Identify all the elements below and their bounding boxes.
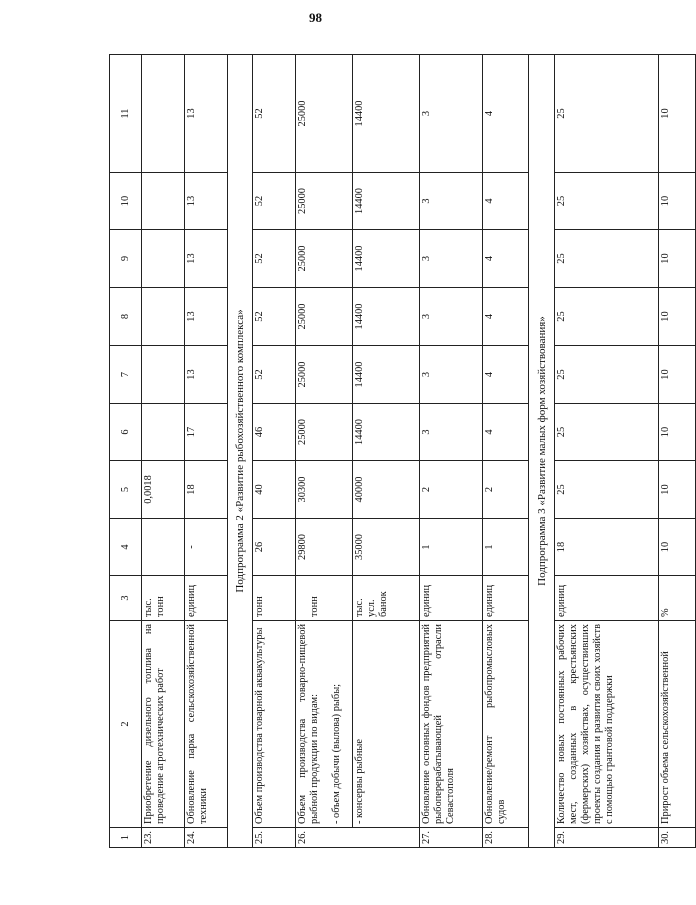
header-cell: 6 bbox=[110, 404, 142, 461]
value-cell: 4 bbox=[483, 55, 529, 173]
value-cell: 13 bbox=[185, 230, 228, 288]
subprogram-row bbox=[227, 55, 252, 848]
row-number: 28. bbox=[483, 828, 529, 848]
value-cell: 25 bbox=[554, 55, 658, 173]
value-cell: 10 bbox=[658, 346, 695, 404]
subprogram-row bbox=[529, 55, 554, 848]
value-cell: 14400 bbox=[352, 404, 419, 461]
indicators-table bbox=[109, 54, 696, 848]
value-cell: 3 bbox=[419, 404, 483, 461]
value-cell: 25 bbox=[554, 346, 658, 404]
header-cell: 1 bbox=[110, 828, 142, 848]
value-cell: 25 bbox=[554, 230, 658, 288]
value-cell: 52 bbox=[253, 173, 296, 230]
value-cell: 1 bbox=[483, 519, 529, 576]
value-cell: 10 bbox=[658, 230, 695, 288]
table-row bbox=[352, 55, 419, 848]
value-cell bbox=[142, 346, 185, 404]
value-cell: 10 bbox=[658, 173, 695, 230]
value-cell bbox=[142, 173, 185, 230]
table-row bbox=[554, 55, 658, 848]
indicator-name: Обновление основных фондов предприятий рыбоперерабатывающей отрасли Севастополя bbox=[419, 621, 483, 828]
value-cell: 14400 bbox=[352, 288, 419, 346]
header-cell: 5 bbox=[110, 461, 142, 519]
table-row bbox=[483, 55, 529, 848]
page-number: 98 bbox=[309, 10, 322, 25]
value-cell: 40000 bbox=[352, 461, 419, 519]
value-cell bbox=[142, 230, 185, 288]
table-row bbox=[185, 55, 228, 848]
value-cell: 52 bbox=[253, 346, 296, 404]
unit-text: тонн bbox=[309, 596, 321, 617]
header-cell: 4 bbox=[110, 519, 142, 576]
value-cell: 4 bbox=[483, 230, 529, 288]
value-cell: 10 bbox=[658, 288, 695, 346]
value-cell: 3 bbox=[419, 230, 483, 288]
value-cell: 25000 bbox=[296, 404, 353, 461]
subprogram-title: Подпрограмма 2 «Развитие рыбохозяйственного комплекса» bbox=[227, 55, 252, 848]
value-cell bbox=[142, 55, 185, 173]
value-cell: 1 bbox=[419, 519, 483, 576]
row-number: 30. bbox=[658, 828, 695, 848]
value-cell: 25000 bbox=[296, 230, 353, 288]
value-cell: 46 bbox=[253, 404, 296, 461]
unit-cell: тыс. тонн bbox=[142, 576, 185, 621]
row-number: 26. bbox=[296, 828, 420, 848]
indicator-name bbox=[296, 621, 353, 828]
indicator-name: Обновление/ремонт рыбопромысловых судов bbox=[483, 621, 529, 828]
value-cell: - bbox=[185, 519, 228, 576]
value-cell: 52 bbox=[253, 55, 296, 173]
value-cell: 3 bbox=[419, 346, 483, 404]
indicator-name: Обновление парка сельскохозяйственной техники bbox=[185, 621, 228, 828]
rotated-table-wrapper bbox=[109, 55, 696, 848]
header-cell: 9 bbox=[110, 230, 142, 288]
value-cell: 25000 bbox=[296, 288, 353, 346]
unit-cell: единиц bbox=[554, 576, 658, 621]
value-cell: 10 bbox=[658, 519, 695, 576]
value-cell: 25 bbox=[554, 173, 658, 230]
table-row bbox=[253, 55, 296, 848]
subprogram-title: Подпрограмма 3 «Развитие малых форм хозяйствования» bbox=[529, 55, 554, 848]
row-number: 23. bbox=[142, 828, 185, 848]
value-cell: 52 bbox=[253, 230, 296, 288]
value-cell: 14400 bbox=[352, 230, 419, 288]
row-number: 24. bbox=[185, 828, 228, 848]
value-cell: 25 bbox=[554, 461, 658, 519]
value-cell: 14400 bbox=[352, 55, 419, 173]
value-cell: 30300 bbox=[296, 461, 353, 519]
value-cell: 14400 bbox=[352, 173, 419, 230]
value-cell: 4 bbox=[483, 346, 529, 404]
indicator-name: Приобретение дизельного топлива на проведение агротехнических работ bbox=[142, 621, 185, 828]
value-cell: 25000 bbox=[296, 346, 353, 404]
unit-cell: единиц bbox=[419, 576, 483, 621]
row-number: 29. bbox=[554, 828, 658, 848]
row-number: 25. bbox=[253, 828, 296, 848]
header-cell: 8 bbox=[110, 288, 142, 346]
value-cell bbox=[142, 519, 185, 576]
value-cell: 18 bbox=[185, 461, 228, 519]
value-cell bbox=[142, 288, 185, 346]
indicator-subitem: - консервы рыбные bbox=[352, 621, 419, 828]
table-row bbox=[419, 55, 483, 848]
header-cell: 2 bbox=[110, 621, 142, 828]
unit-cell: единиц bbox=[483, 576, 529, 621]
value-cell: 13 bbox=[185, 346, 228, 404]
value-cell: 2 bbox=[419, 461, 483, 519]
value-cell: 4 bbox=[483, 173, 529, 230]
value-cell: 17 bbox=[185, 404, 228, 461]
indicator-name: Объем производства товарной аквакультуры bbox=[253, 621, 296, 828]
value-cell: 13 bbox=[185, 55, 228, 173]
value-cell: 3 bbox=[419, 55, 483, 173]
value-cell: 4 bbox=[483, 288, 529, 346]
unit-cell: тыс. усл. банок bbox=[352, 576, 419, 621]
indicator-name-main: Объем производства товарно-пищевой рыбной продукции по видам: bbox=[297, 624, 321, 824]
row-number: 27. bbox=[419, 828, 483, 848]
header-cell: 10 bbox=[110, 173, 142, 230]
unit-cell: тонн bbox=[253, 576, 296, 621]
value-cell: 14400 bbox=[352, 346, 419, 404]
table-row bbox=[658, 55, 695, 848]
unit-cell bbox=[296, 576, 353, 621]
indicator-subitem: - объем добычи (вылова) рыбы; bbox=[331, 683, 343, 824]
table-row bbox=[296, 55, 353, 848]
value-cell: 4 bbox=[483, 404, 529, 461]
header-row bbox=[110, 55, 142, 848]
value-cell: 25 bbox=[554, 404, 658, 461]
value-cell: 13 bbox=[185, 173, 228, 230]
value-cell: 25 bbox=[554, 288, 658, 346]
value-cell: 40 bbox=[253, 461, 296, 519]
indicator-name: Количество новых постоянных рабочих мест, созданных в крестьянских (фермерских) хозяйствах, осуществивших проекты создания и развития своих хозяйств с помощью грантовой поддержки bbox=[554, 621, 658, 828]
table-row bbox=[142, 55, 185, 848]
value-cell: 18 bbox=[554, 519, 658, 576]
header-cell: 7 bbox=[110, 346, 142, 404]
value-cell: 10 bbox=[658, 404, 695, 461]
value-cell: 3 bbox=[419, 288, 483, 346]
value-cell: 3 bbox=[419, 173, 483, 230]
value-cell: 10 bbox=[658, 461, 695, 519]
indicator-name: Прирост объема сельскохозяйственной bbox=[658, 621, 695, 828]
unit-cell: единиц bbox=[185, 576, 228, 621]
value-cell: 25000 bbox=[296, 55, 353, 173]
unit-cell: % bbox=[658, 576, 695, 621]
value-cell: 10 bbox=[658, 55, 695, 173]
value-cell: 13 bbox=[185, 288, 228, 346]
value-cell bbox=[142, 404, 185, 461]
value-cell: 35000 bbox=[352, 519, 419, 576]
value-cell: 25000 bbox=[296, 173, 353, 230]
value-cell: 2 bbox=[483, 461, 529, 519]
value-cell: 52 bbox=[253, 288, 296, 346]
value-cell: 29800 bbox=[296, 519, 353, 576]
header-cell: 3 bbox=[110, 576, 142, 621]
value-cell: 0,0018 bbox=[142, 461, 185, 519]
value-cell: 26 bbox=[253, 519, 296, 576]
header-cell: 11 bbox=[110, 55, 142, 173]
